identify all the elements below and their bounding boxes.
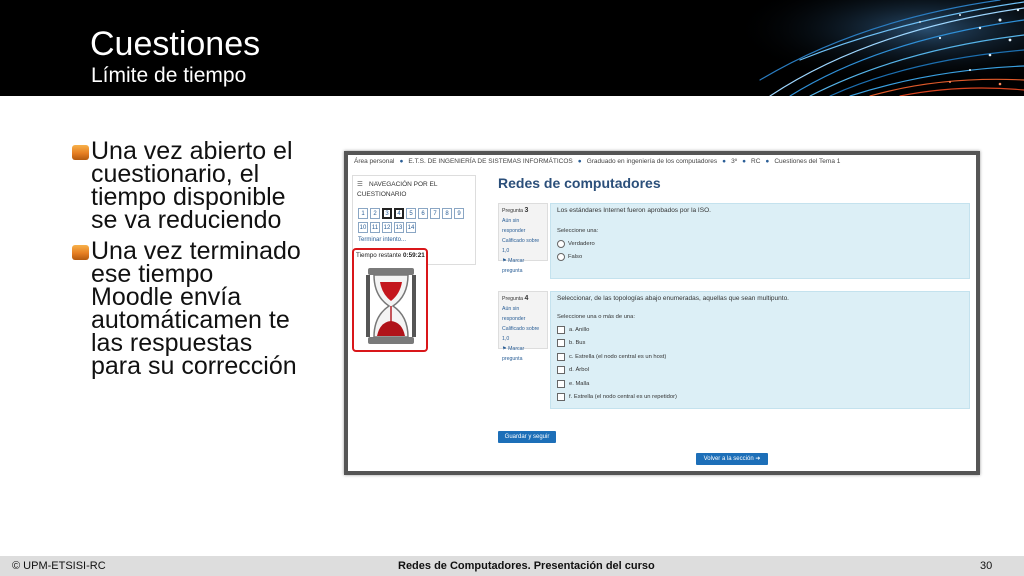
answer-option[interactable]: e. Malla	[557, 377, 677, 391]
timer-highlight	[352, 248, 428, 352]
footer-bar	[0, 556, 1024, 576]
bullet-list	[72, 137, 302, 386]
breadcrumb-item[interactable]: 3º	[731, 158, 738, 165]
chevron-right-icon: ●	[742, 158, 747, 165]
breadcrumb	[354, 158, 840, 165]
footer-course-title: Redes de Computadores. Presentación del curso	[398, 560, 655, 572]
moodle-screenshot	[344, 151, 980, 475]
answer-option[interactable]: Verdadero	[557, 237, 598, 251]
hourglass-icon	[364, 266, 418, 346]
bullet-item	[72, 137, 302, 234]
select-instruction: Seleccione una o más de una:	[557, 314, 635, 320]
question-status: Aún sin responder	[502, 218, 526, 234]
question-info	[498, 203, 548, 274]
flag-icon: ⚑	[502, 258, 507, 264]
footer-copyright: © UPM-ETSISI-RC	[12, 560, 106, 572]
question-grade: Calificado sobre 1,0	[502, 238, 540, 254]
breadcrumb-item[interactable]: Cuestiones del Tema 1	[774, 158, 841, 165]
answer-option[interactable]: Falso	[557, 251, 598, 265]
question-nav-button[interactable]: 1	[358, 208, 368, 219]
question-nav-button[interactable]: 12	[382, 222, 392, 233]
radio-button[interactable]	[557, 240, 565, 248]
bullet-icon	[72, 145, 89, 160]
question-nav-button-current[interactable]: 4	[394, 208, 404, 219]
question-info	[498, 291, 548, 362]
answer-list	[557, 228, 598, 264]
flag-icon: ⚑	[502, 346, 507, 352]
question-text: Seleccionar, de las topologías abajo enumeradas, aquellas que sean multipunto.	[557, 295, 789, 302]
checkbox[interactable]	[557, 366, 565, 374]
question-status: Aún sin responder	[502, 306, 526, 322]
question-nav-button[interactable]: 10	[358, 222, 368, 233]
breadcrumb-item[interactable]: E.T.S. DE INGENIERÍA DE SISTEMAS INFORMÁTICOS	[408, 158, 573, 165]
question-content	[550, 291, 970, 409]
checkbox[interactable]	[557, 380, 565, 388]
save-and-continue-button[interactable]: Guardar y seguir	[498, 431, 556, 443]
chevron-right-icon: ●	[577, 158, 582, 165]
flag-question[interactable]: ⚑ Marcar pregunta	[502, 258, 525, 274]
quiz-navigation-title: ☰ NAVEGACIÓN POR EL CUESTIONARIO	[357, 181, 438, 198]
question-text: Los estándares Internet fueron aprobados por la ISO.	[557, 207, 711, 214]
breadcrumb-item[interactable]: Área personal	[354, 158, 395, 165]
fiber-optic-image	[700, 0, 1024, 96]
answer-option[interactable]: c. Estrella (el nodo central es un host)	[557, 350, 677, 364]
question-nav-button[interactable]: 8	[442, 208, 452, 219]
answer-option[interactable]: d. Árbol	[557, 364, 677, 378]
page-number: 30	[980, 560, 993, 572]
question-grade: Calificado sobre 1,0	[502, 326, 540, 342]
bullet-text: Una vez terminado ese tiempo Moodle envía automáticamen te las respuestas para su corrección	[91, 237, 301, 380]
chevron-right-icon: ●	[399, 158, 404, 165]
time-remaining: Tiempo restante 0:59:21	[356, 252, 425, 259]
bullet-text: Una vez abierto el cuestionario, el tiempo disponible se va reduciendo	[91, 137, 293, 234]
chevron-right-icon: ●	[722, 158, 727, 165]
question-nav-button[interactable]: 11	[370, 222, 380, 233]
question-content	[550, 203, 970, 279]
flag-question[interactable]: ⚑ Marcar pregunta	[502, 346, 525, 362]
question-nav-button[interactable]: 5	[406, 208, 416, 219]
question-number-grid	[358, 208, 473, 236]
question-nav-button-current[interactable]: 3	[382, 208, 392, 219]
menu-icon[interactable]: ☰	[357, 181, 363, 188]
bullet-item	[72, 237, 302, 380]
header-bar	[0, 0, 1024, 96]
answer-option[interactable]: a. Anillo	[557, 323, 677, 337]
checkbox[interactable]	[557, 326, 565, 334]
slide-subtitle: Límite de tiempo	[91, 64, 247, 87]
back-to-section-button[interactable]: Volver a la sección ➜	[696, 453, 768, 465]
answer-option[interactable]: f. Estrella (el nodo central es un repetidor)	[557, 391, 677, 405]
chevron-right-icon: ●	[765, 158, 770, 165]
slide-title: Cuestiones	[90, 25, 261, 63]
finish-attempt-link[interactable]: Terminar intento...	[358, 237, 407, 243]
question-nav-button[interactable]: 14	[406, 222, 416, 233]
question-number: Pregunta 3	[502, 207, 529, 214]
answer-list	[557, 314, 677, 404]
select-instruction: Seleccione una:	[557, 228, 599, 234]
page-title: Redes de computadores	[498, 175, 661, 191]
answer-option[interactable]: b. Bus	[557, 337, 677, 351]
checkbox[interactable]	[557, 339, 565, 347]
breadcrumb-item[interactable]: RC	[751, 158, 761, 165]
question-nav-button[interactable]: 9	[454, 208, 464, 219]
checkbox[interactable]	[557, 393, 565, 401]
question-nav-button[interactable]: 13	[394, 222, 404, 233]
checkbox[interactable]	[557, 353, 565, 361]
question-nav-button[interactable]: 2	[370, 208, 380, 219]
question-nav-button[interactable]: 6	[418, 208, 428, 219]
radio-button[interactable]	[557, 253, 565, 261]
question-nav-button[interactable]: 7	[430, 208, 440, 219]
breadcrumb-item[interactable]: Graduado en ingeniería de los computadores	[586, 158, 718, 165]
question-number: Pregunta 4	[502, 295, 529, 302]
bullet-icon	[72, 245, 89, 260]
